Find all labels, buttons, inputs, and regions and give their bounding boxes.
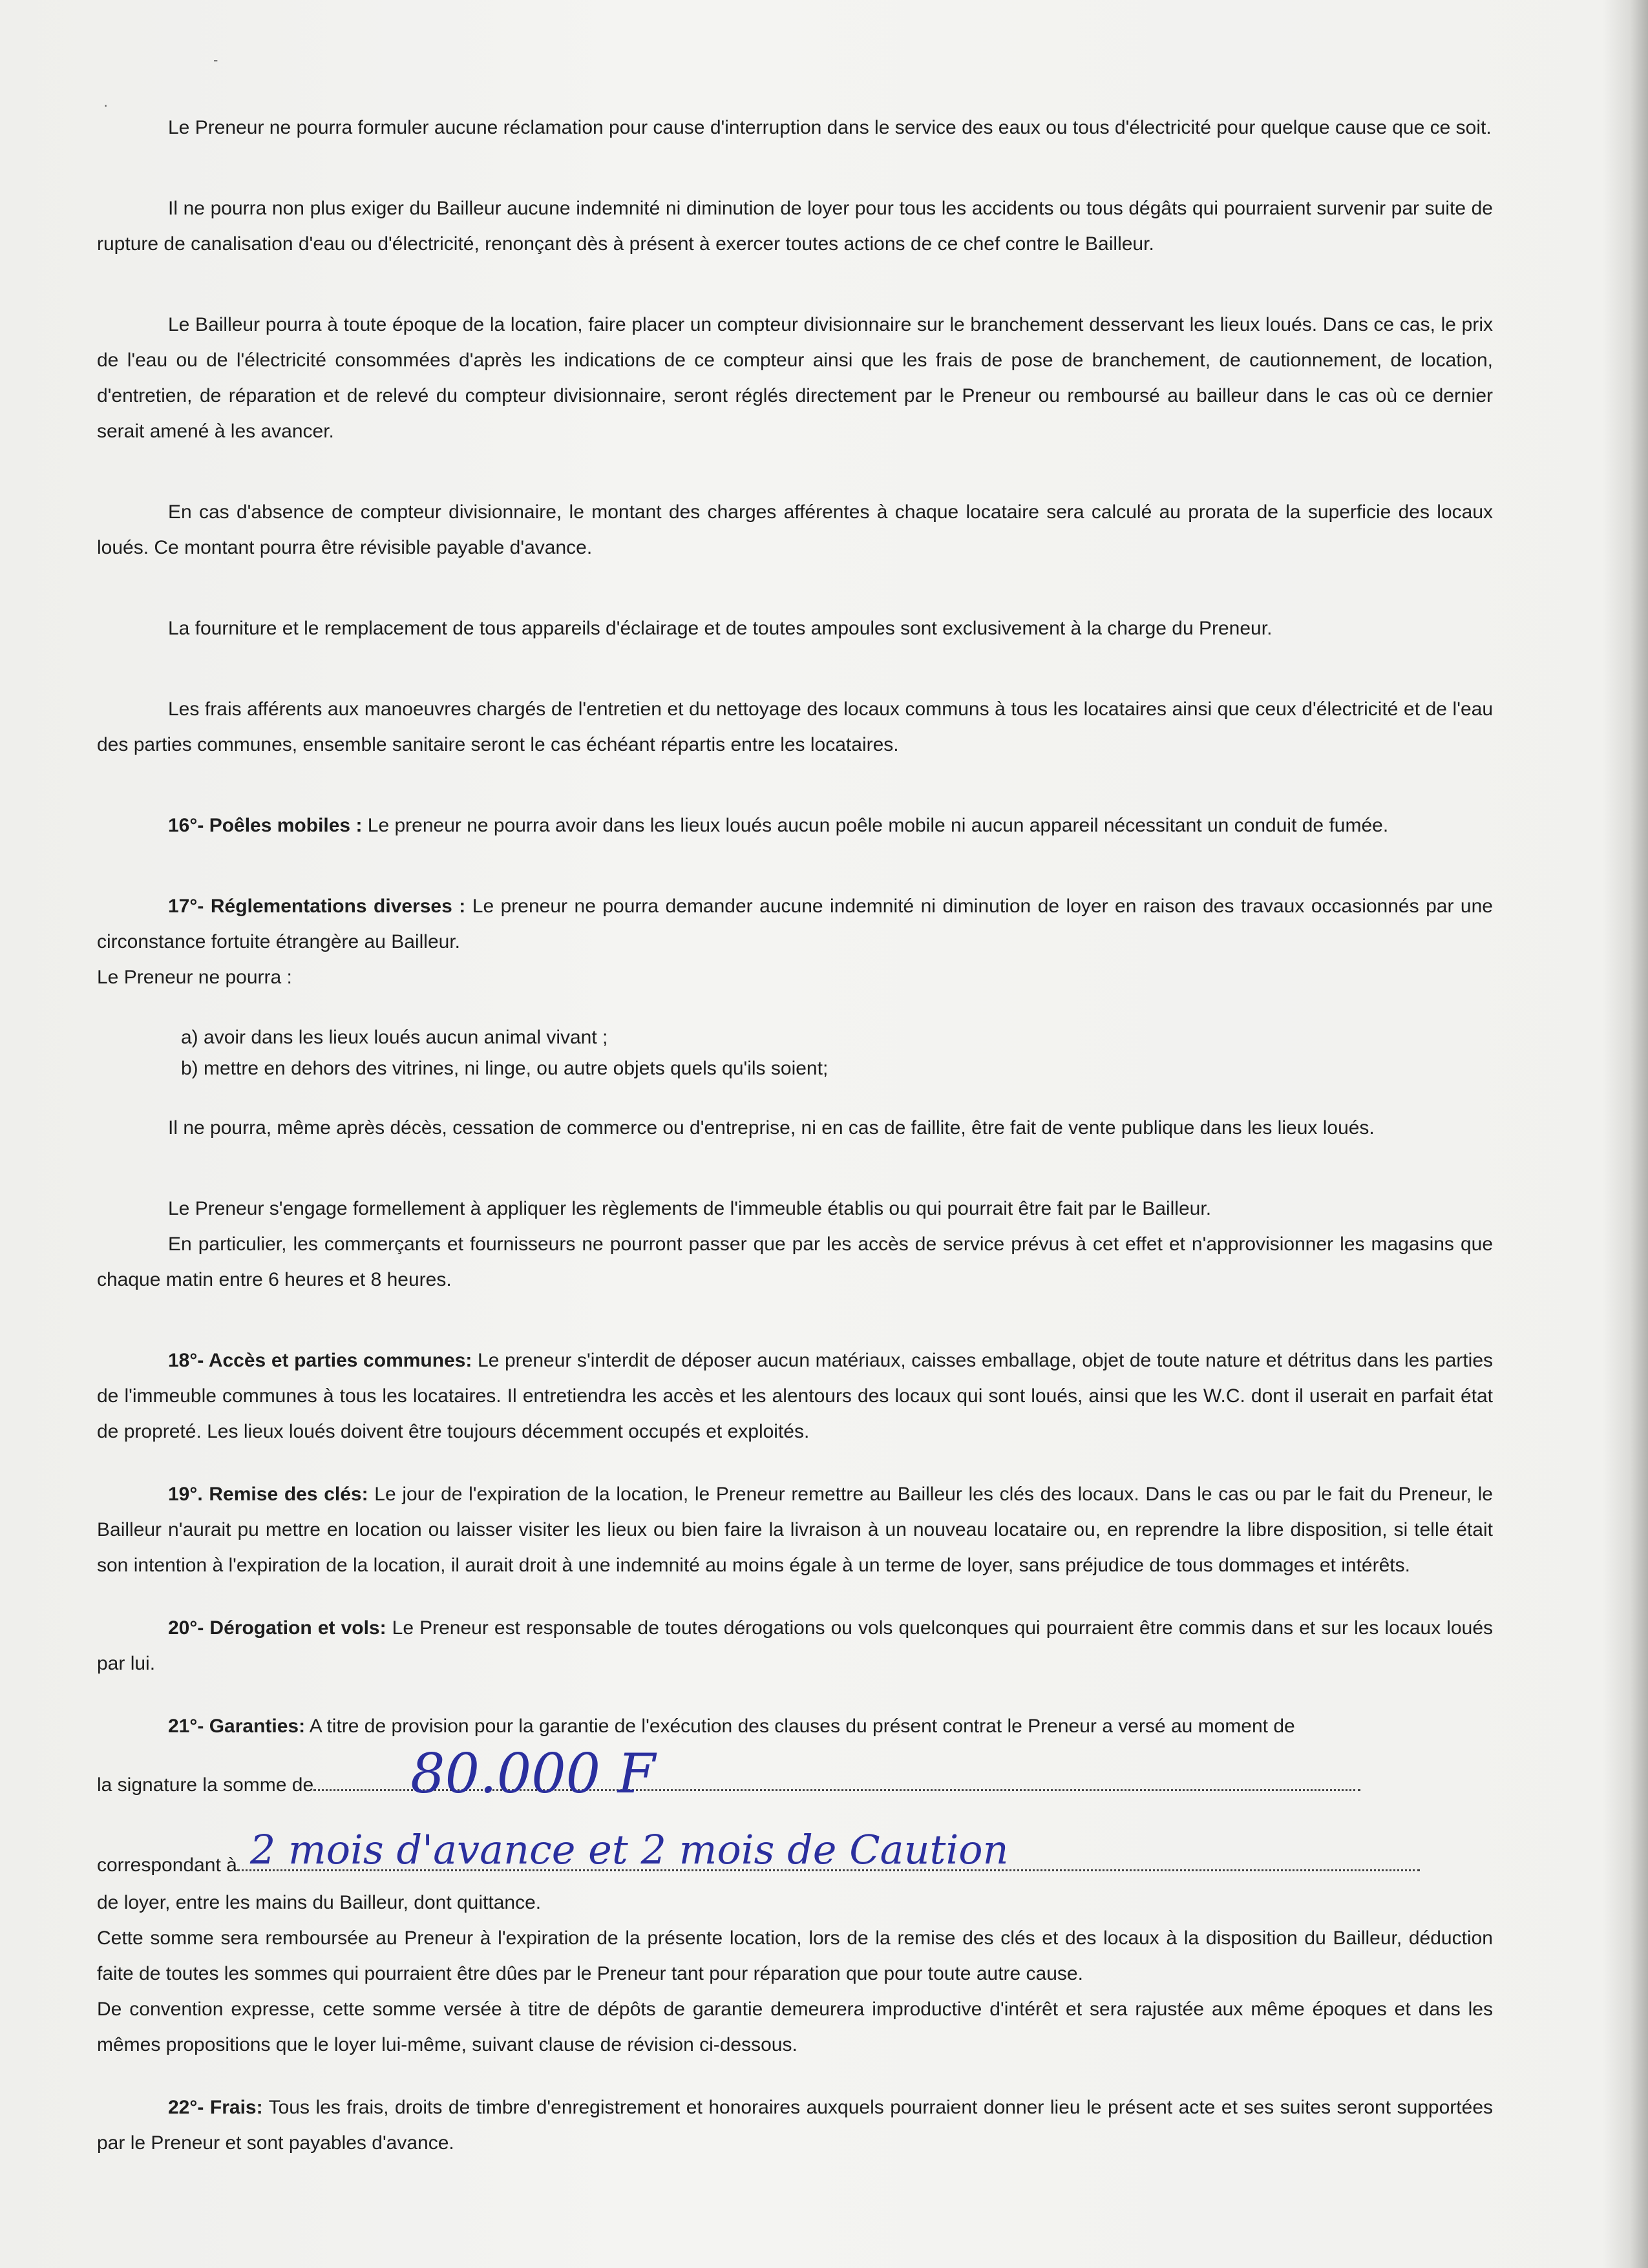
article-18-title: 18°- Accès et parties communes: <box>168 1350 472 1371</box>
article-19-title: 19°. Remise des clés: <box>168 1484 368 1505</box>
article-16-title: 16°- Poêles mobiles : <box>168 815 363 836</box>
paragraph-reglements: Le Preneur s'engage formellement à appliquer les règlements de l'immeuble établis ou qui pourrait être fait par le Bailleur. <box>168 1198 1212 1219</box>
paragraph-loyer-quittance: de loyer, entre les mains du Bailleur, dont quittance. <box>97 1892 542 1913</box>
paragraph-compteur: Le Bailleur pourra à toute époque de la location, faire placer un compteur divisionnaire sur le branchement desservant les lieux loués. Dans ce cas, le prix de l'eau ou de l'électricité consommées d'après les indications de ce compteur ainsi que les frais de pose de branchement, de cautionnement, de location, d'entretien, de réparation et de relevé du compteur divisionnaire, seront réglés directement par le Preneur ou remboursé au bailleur dans le cas où ce dernier serait amené à les avancer. <box>97 314 1493 442</box>
somme-field <box>313 1742 1360 1805</box>
correspondant-field <box>237 1826 1420 1873</box>
document-body <box>97 110 1493 2188</box>
somme-label: la signature la somme de <box>97 1774 314 1796</box>
paragraph-frais-communs: Les frais afférents aux manoeuvres chargés de l'entretien et du nettoyage des locaux communs à tous les locataires ainsi que ceux d'électricité et de l'eau des parties communes, ensemble sanitaire seront le cas échéant répartis entre les locataires. <box>97 698 1493 755</box>
article-17-text: Le preneur ne pourra demander aucune indemnité ni diminution de loyer en raison des travaux occasionnés par une circonstance fortuite étrangère au Bailleur. <box>97 896 1493 952</box>
paragraph-convention: De convention expresse, cette somme versée à titre de dépôts de garantie demeurera improductive d'intérêt et sera rajustée aux même époques et dans les mêmes propositions que le loyer lui-même, suivant clause de révision ci-dessous. <box>97 1999 1493 2055</box>
article-22-title: 22°- Frais: <box>168 2097 263 2118</box>
article-21-title: 21°- Garanties: <box>168 1716 306 1737</box>
article-17-intro: Le Preneur ne pourra : <box>97 967 292 988</box>
article-17-title: 17°- Réglementations diverses : <box>168 896 466 917</box>
paragraph-indemnite: Il ne pourra non plus exiger du Bailleur aucune indemnité ni diminution de loyer pour tous les accidents ou tous dégâts qui pourraient survenir par suite de rupture de canalisation d'eau ou d'électricité, renonçant dès à présent à exercer toutes actions de ce chef contre le Bailleur. <box>97 198 1493 255</box>
paragraph-eclairage: La fourniture et le remplacement de tous appareils d'éclairage et de toutes ampoules sont exclusivement à la charge du Preneur. <box>168 618 1273 639</box>
correspondant-line <box>97 1826 1493 1885</box>
article-21 <box>97 1708 1493 1744</box>
correspondant-label: correspondant à <box>97 1854 237 1876</box>
article-16-text: Le preneur ne pourra avoir dans les lieux loués aucun poêle mobile ni aucun appareil nécessitant un conduit de fumée. <box>362 815 1389 836</box>
article-22 <box>97 2090 1493 2161</box>
list-item-b: b) mettre en dehors des vitrines, ni linge, ou autre objets quels qu'ils soient; <box>181 1058 829 1079</box>
paragraph-prorata: En cas d'absence de compteur divisionnaire, le montant des charges afférentes à chaque locataire sera calculé au prorata de la superficie des locaux loués. Ce montant pourra être révisible payable d'avance. <box>97 501 1493 558</box>
article-21-text: A titre de provision pour la garantie de l'exécution des clauses du présent contrat le Preneur a versé au moment de <box>305 1716 1295 1737</box>
scan-speck: · <box>103 97 109 113</box>
somme-line <box>97 1742 1493 1805</box>
article-16 <box>97 808 1493 843</box>
list-item-a: a) avoir dans les lieux loués aucun animal vivant ; <box>181 1027 608 1048</box>
paragraph-faillite: Il ne pourra, même après décès, cessation de commerce ou d'entreprise, ni en cas de faillite, être fait de vente publique dans les lieux loués. <box>168 1117 1375 1139</box>
article-19 <box>97 1476 1493 1583</box>
article-20-text: Le Preneur est responsable de toutes dérogations ou vols quelconques qui pourraient être commis dans et sur les locaux loués par lui. <box>97 1617 1494 1674</box>
article-18-text: Le preneur s'interdit de déposer aucun matériaux, caisses emballage, objet de toute nature et détritus dans les parties de l'immeuble communes à tous les locataires. Il entretiendra les accès et les alentours des locaux qui sont loués, ainsi que les W.C. dont il userait en parfait état de propreté. Les lieux loués doivent être toujours décemment occupés et exploités. <box>97 1350 1494 1442</box>
article-20-title: 20°- Dérogation et vols: <box>168 1617 386 1639</box>
article-19-text: Le jour de l'expiration de la location, le Preneur remettre au Bailleur les clés des locaux. Dans le cas ou par le fait du Preneur, le Bailleur n'aurait pu mettre en location ou laisser visiter les lieux ou bien faire la livraison à un nouveau locataire ou, en reprendre la libre disposition, si telle était son intention à l'expiration de la location, il aurait droit à une indemnité au moins égale à un terme de loyer, sans préjudice de tous dommages et intérêts. <box>97 1484 1493 1576</box>
paragraph-commercants: En particulier, les commerçants et fournisseurs ne pourront passer que par les accès de service prévus à cet effet et n'approvisionner les magasins que chaque matin entre 6 heures et 8 heures. <box>97 1234 1493 1290</box>
paragraph-interruption: Le Preneur ne pourra formuler aucune réclamation pour cause d'interruption dans le service des eaux ou tous d'électricité pour quelque cause que ce soit. <box>168 117 1492 138</box>
article-17-list <box>181 1022 1493 1084</box>
article-18 <box>97 1343 1493 1449</box>
correspondant-handwritten: 2 mois d'avance et 2 mois de Caution <box>249 1826 1009 1873</box>
page-edge-shadow <box>1603 0 1648 2268</box>
article-20 <box>97 1610 1493 1681</box>
somme-handwritten: 80.000 F <box>410 1742 656 1805</box>
scan-speck: - <box>213 52 218 68</box>
article-17 <box>97 888 1493 960</box>
paragraph-remboursement: Cette somme sera remboursée au Preneur à l'expiration de la présente location, lors de la remise des clés et des locaux à la disposition du Bailleur, déduction faite de toutes les sommes qui pourraient être dûes par le Preneur tant pour réparation que pour toute autre cause. <box>97 1927 1493 1984</box>
article-22-text: Tous les frais, droits de timbre d'enregistrement et honoraires auxquels pourraient donner lieu le présent acte et ses suites seront supportées par le Preneur et sont payables d'avance. <box>97 2097 1493 2154</box>
